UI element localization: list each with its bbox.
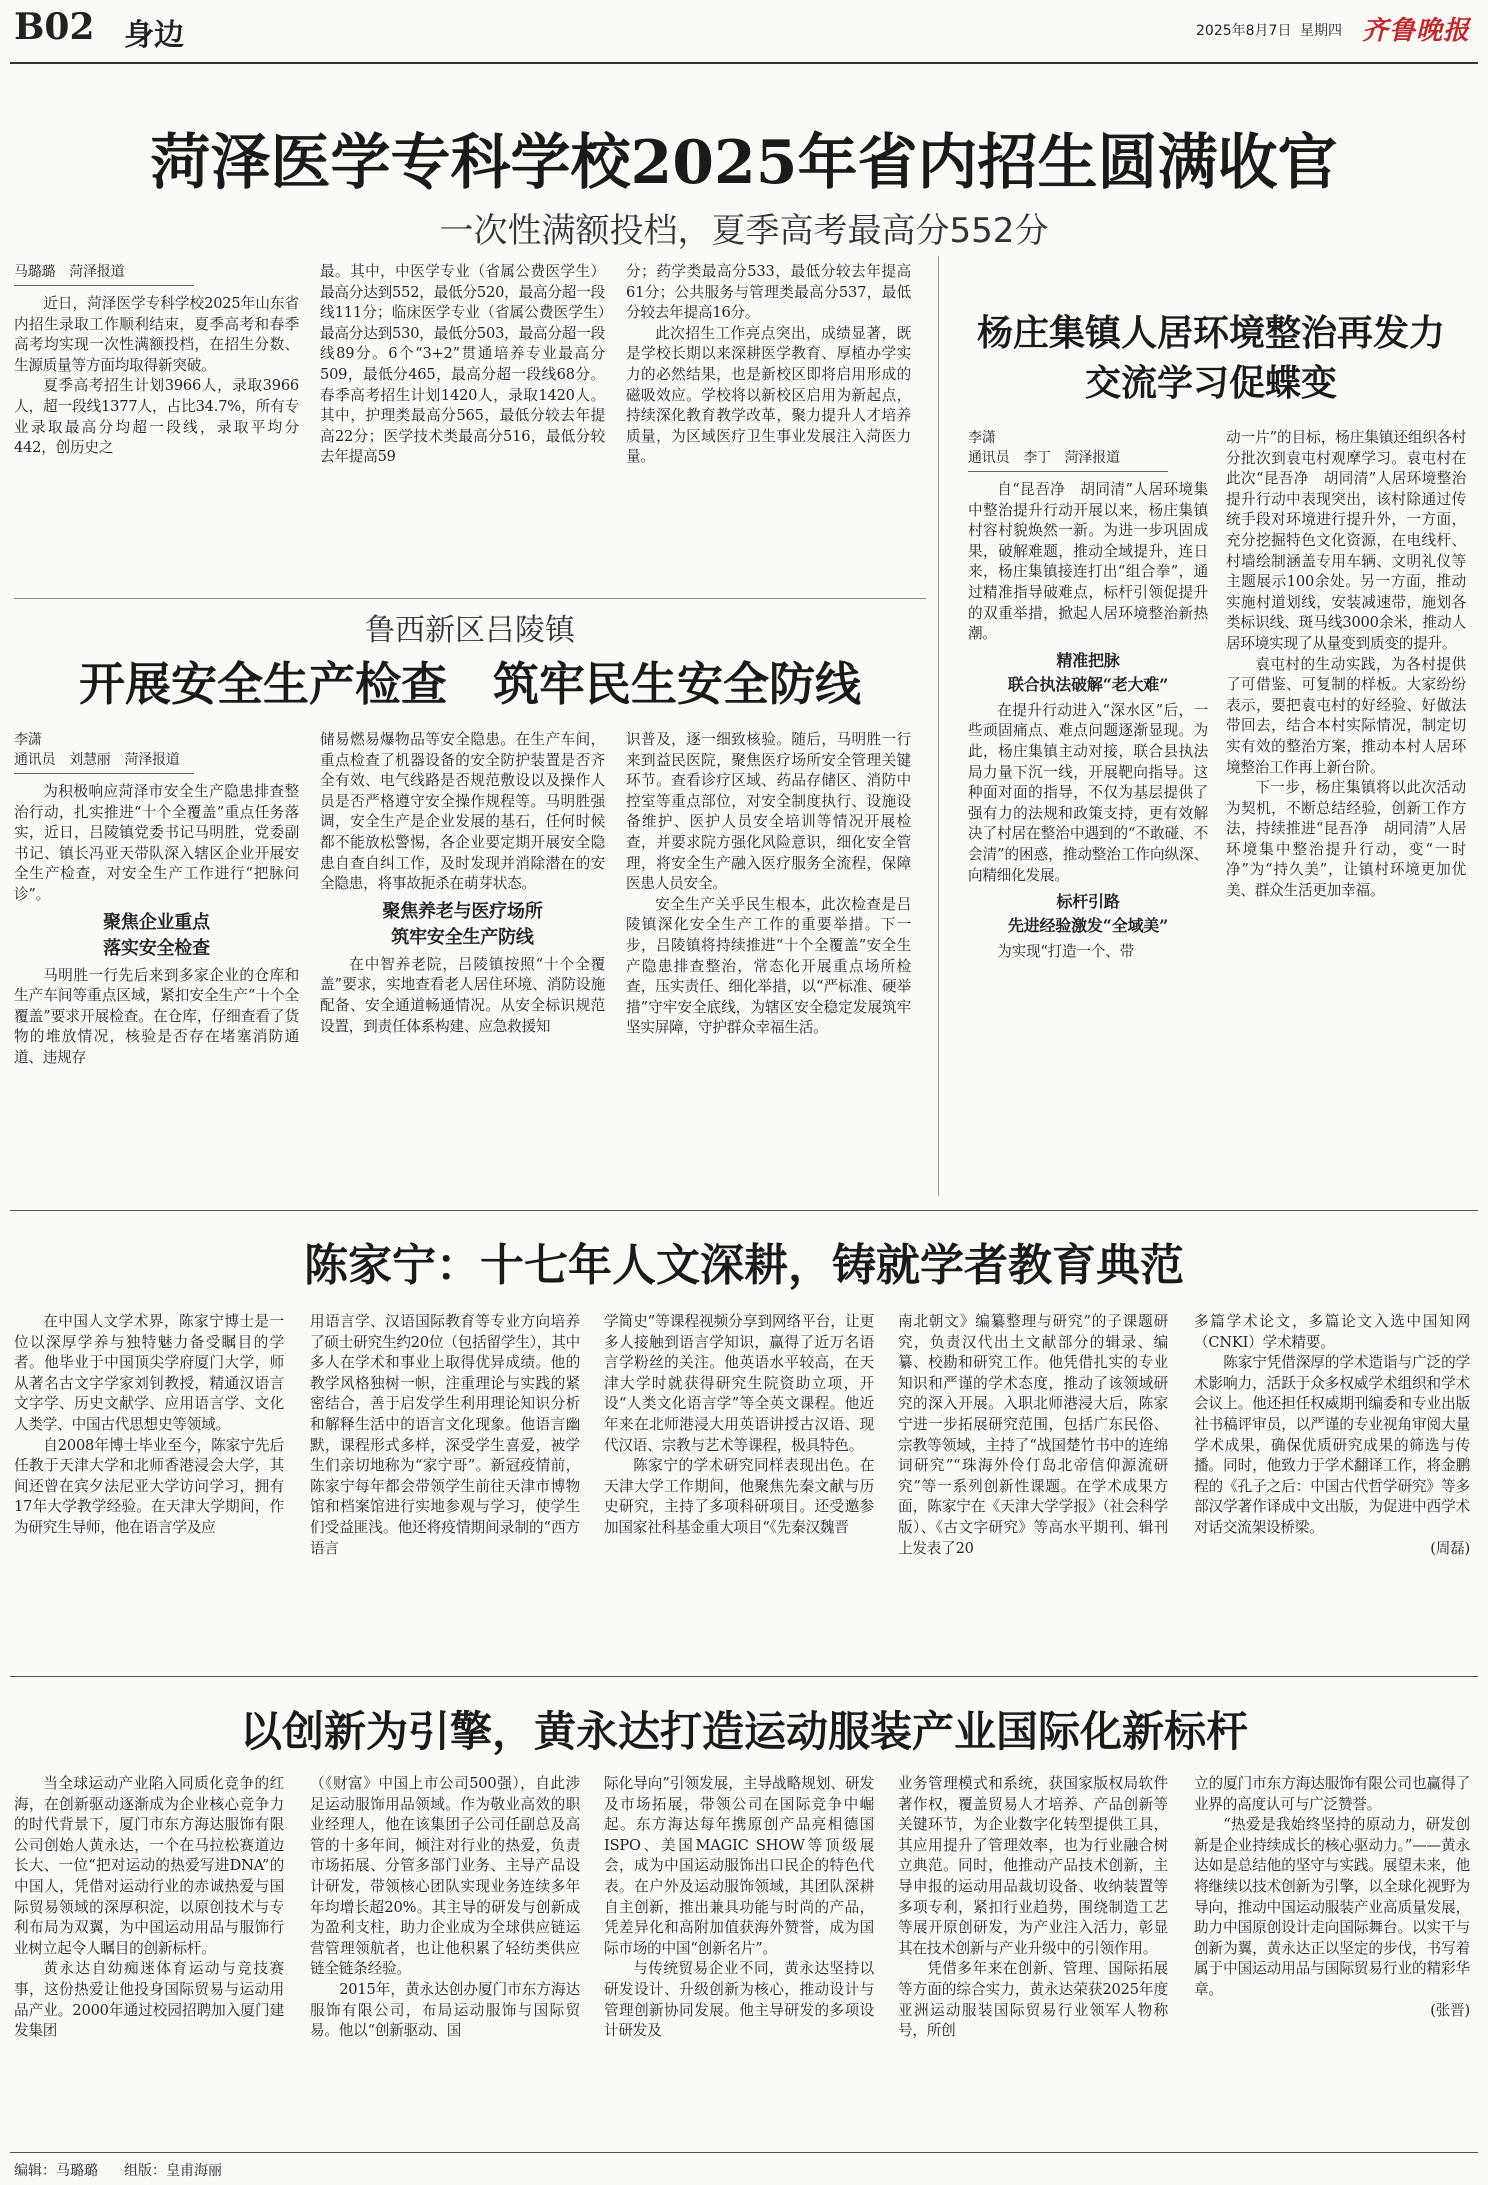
article4-top-rule (10, 1210, 1478, 1211)
article2-sub1: 聚焦企业重点 落实安全检查 (103, 911, 210, 959)
section-code: B02 (14, 6, 95, 48)
article1-byline: 马璐璐 菏泽报道 (14, 262, 194, 286)
article5-col4: 业务管理模式和系统，获国家版权局软件著作权，覆盖贸易人才培养、产品创新等关键环节，为企业数字化转型提供工具，其应用提升了管理效率，也为行业融合树立典范。同时，他推动产品技术创新，主导申报的运动用品裁切设备、收纳装置等多项专利，紧扣行业趋势，围绕制造工艺等展开原创研发，为产业注入活力，彰显其在技术创新与产业升级中的引领作用。 凭借多年来在创新、管理、国际拓展等方面的综合实力，黄永达荣获2025年度亚洲运动服装国际贸易行业领军人物称号，所创 (898, 1775, 1168, 2040)
article5-col5: 立的厦门市东方海达服饰有限公司也赢得了业界的高度认可与广泛赞誉。 “热爱是我始终坚持的原动力，研发创新是企业持续成长的核心驱动力。”——黄永达如是总结他的坚守与实践。展望未来，他将继续以技术创新为引擎，以全球化视野为导向，推动中国运动服装产业高质量发展，助力中国原创设计走向国际舞台。以实干与创新为翼，黄永达正以坚定的步伐，书写着属于中国运动用品与国际贸易行业的精彩华章。 (张晋) (1194, 1774, 1470, 2140)
section-name: 身边 (124, 18, 184, 53)
article5-top-rule (10, 1676, 1478, 1677)
footer-layout: 组版：皇甫海丽 (124, 2163, 222, 2179)
article5-author: (张晋) (1430, 2001, 1470, 2019)
article4-col4: 南北朝文》编纂整理与研究”的子课题研究，负责汉代出土文献部分的辑录、编纂、校勘和研究工作。他凭借扎实的专业知识和严谨的学术态度，推动了该领域研究的深入开展。入职北师港浸大后，陈家宁进一步拓展研究范围，包括广东民俗、宗教等领域，主持了“战国楚竹书中的连绵词研究”“珠海外伶仃岛北帝信仰源流研究”等一系列创新性课题。在学术成果方面，陈家宁在《天津大学学报》（社会科学版）、《古文字研究》等高水平期刊、辑刊上发表了20 (898, 1313, 1168, 1557)
article3-col2: 动一片”的目标，杨庄集镇还组织各村分批次到袁屯村观摩学习。袁屯村在此次“昆吾净 胡同清”人居环境整治提升行动中表现突出，该村除通过传统手段对环境进行提升外，一方面，充分挖掘特色文化资源，在电线杆、村墙绘制涵盖专用车辆、文明礼仪等主题展示100余处。另一方面，推动实施村道划线，安装减速带，施划各类标识线、斑马线3000余米，推动人居环境实现了从量变到质变的提升。 袁屯村的生动实践，为各村提供了可借鉴、可复制的样板。大家纷纷表示，要把袁屯村的好经验、好做法带回去，结合本村实际情况，制定切实有效的整治方案，推动本村人居环境整治工作再上新台阶。 下一步，杨庄集镇将以此次活动为契机，不断总结经验，创新工作方法，持续推进“昆吾净 胡同清”人居环境集中整治提升行动，变“一时净”为“持久美”，让镇村环境更加优美、群众生活更加幸福。 (1226, 429, 1466, 900)
article2-top-rule (14, 598, 926, 599)
article4-author: (周磊) (1430, 1539, 1470, 1557)
article5-col2: （《财富》中国上市公司500强），自此涉足运动服饰用品领域。作为敬业高效的职业经理人，他在该集团子公司任副总及高管的十多年间，倾注对行业的热爱，负责市场拓展、分管多部门业务、主导产品设计研发，带领核心团队实现业务连续多年年均增长超20%。其主导的研发与创新成为盈利支柱，助力企业成为全球供应链运营管理领航者，也让他积累了轻纺类供应链全链条经验。 2015年，黄永达创办厦门市东方海达服饰有限公司，布局运动服饰与国际贸易。他以“创新驱动、国 (310, 1775, 580, 2040)
issue-date: 2025年8月7日 (1196, 23, 1292, 39)
article3-title-line2: 交流学习促蝶变 (1084, 362, 1337, 404)
article2-byline: 李潇 通讯员 刘慧丽 菏泽报道 (14, 730, 194, 774)
article1-title: 菏泽医学专科学校2025年省内招生圆满收官 (150, 128, 1338, 198)
article5-title: 以创新为引擎，黄永达打造运动服装产业国际化新标杆 (239, 1707, 1248, 1756)
article1-col3: 分；药学类最高分533，最低分较去年提高61分；公共服务与管理类最高分537，最低分较去年提高16分。 此次招生工作亮点突出，成绩显著，既是学校长期以来深耕医学教育、厚植办学实力的必然结果，也是新校区即将启用形成的磁吸效应。学校将以新校区启用为新起点，持续深化教育教学改革，聚力提升人才培养质量，为区域医疗卫生事业发展注入菏医力量。 (626, 263, 911, 466)
article3-byline: 李潇 通讯员 李丁 菏泽报道 (968, 428, 1168, 472)
article1-col2: 最。其中，中医学专业（省属公费医学生）最高分达到552，最低分520，最高分超一段线111分；临床医学专业（省属公费医学生）最高分达到530，最低分503，最高分超一段线89分。6个“3+2”贯通培养专业最高分509，最低分465，最高分超一段线68分。春季高考招生计划1420人，录取1420人。其中，护理类最高分565，最低分较去年提高22分；医学技术类最高分516，最低分较去年提高59 (320, 263, 605, 466)
article3-sub1: 精准把脉 联合执法破解“老大难” (1007, 650, 1169, 694)
article2-col1: 李潇 通讯员 刘慧丽 菏泽报道 为积极响应菏泽市安全生产隐患排查整治行动，扎实推进“十个全覆盖”重点任务落实，近日，吕陵镇党委书记马明胜，党委副书记、镇长冯亚天带队深入辖区企业开展安全生产检查，对安全生产工作进行“把脉问诊”。 聚焦企业重点 落实安全检查 马明胜一行先后来到多家企业的仓库和生产车间等重点区域，紧扣安全生产“十个全覆盖”要求开展检查。在仓库，仔细查看了货物的堆放情况，核验是否存在堵塞消防通道、违规存 (14, 732, 299, 1066)
article4-col2: 用语言学、汉语国际教育等专业方向培养了硕士研究生约20位（包括留学生），其中多人在学术和事业上取得优异成绩。他的教学风格独树一帜，注重理论与实践的紧密结合，善于启发学生利用理论知识分析和解释生活中的语言文化现象。他语言幽默，课程形式多样，深受学生喜爱，被学生们亲切地称为“家宁哥”。新冠疫情前，陈家宁每年都会带领学生前往天津市博物馆和档案馆进行实地参观与学习，使学生们受益匪浅。他还将疫情期间录制的“西方语言 (310, 1313, 580, 1557)
article2-sub2: 聚焦养老与医疗场所 筑牢安全生产防线 (382, 900, 543, 948)
article4-col1: 在中国人文学术界，陈家宁博士是一位以深厚学养与独特魅力备受瞩目的学者。他毕业于中国顶尖学府厦门大学，师从著名古文字学家刘钊教授，精通汉语言文字学、历史文献学、应用语言学、文化人类学、中国古代思想史等领域。 自2008年博士毕业至今，陈家宁先后任教于天津大学和北师香港浸会大学，其间还曾在宾夕法尼亚大学访问学习，拥有17年大学教学经验。在天津大学期间，作为研究生导师，他在语言学及应 (14, 1313, 284, 1536)
article2-col2: 储易燃易爆物品等安全隐患。在生产车间，重点检查了机器设备的安全防护装置是否齐全有效、电气线路是否规范敷设以及操作人员是否严格遵守安全操作规程等。马明胜强调，安全生产是企业发展的基石，任何时候都不能放松警惕，各企业要定期开展安全隐患自查自纠工作，及时发现并消除潜在的安全隐患，将事故扼杀在萌芽状态。 聚焦养老与医疗场所 筑牢安全生产防线 在中智养老院，吕陵镇按照“十个全覆盖”要求，实地查看老人居住环境、消防设施配备、安全通道畅通情况。从安全标识规范设置，到责任体系构建、应急救援知 (320, 731, 605, 1035)
article5-col3: 际化导向”引领发展，主导战略规划、研发及市场拓展，带领公司在国际竞争中崛起。东方海达每年携原创产品亮相德国ISPO、美国MAGIC SHOW等顶级展会，成为中国运动服饰出口民企的特色代表。在户外及运动服饰领域，其团队深耕自主创新，推出兼具功能与时尚的产品，凭差异化和高附加值获海外赞誉，成为国际市场的中国“创新名片”。 与传统贸易企业不同，黄永达坚持以研发设计、升级创新为核心，推动设计与管理创新协同发展。他主导研发的多项设计研发及 (604, 1775, 874, 2040)
article2-title: 开展安全生产检查 筑牢民生安全防线 (79, 657, 861, 711)
footer-rule (10, 2152, 1478, 2153)
article4-col3: 学简史”等课程视频分享到网络平台，让更多人接触到语言学知识，赢得了近万名语言学粉丝的关注。他英语水平较高，在天津大学时就获得研究生院资助立项，开设“人类文化语言学”等全英文课程。他近年来在北师港浸大用英语讲授古汉语、现代汉语、宗教与艺术等课程，极具特色。 陈家宁的学术研究同样表现出色。在天津大学工作期间，他聚焦先秦文献与历史研究，主持了多项科研项目。还受邀参加国家社科基金重大项目“《先秦汉魏晋 (604, 1313, 874, 1536)
article4-col5: 多篇学术论文，多篇论文入选中国知网（CNKI）学术精要。 陈家宁凭借深厚的学术造诣与广泛的学术影响力，活跃于众多权威学术组织和学术会议上。他还担任权威期刊编委和专业出版社书稿评审员，以严谨的专业视角审阅大量学术成果，确保优质研究成果的筛选与传播。同时，他致力于学术翻译工作，将金鹏程的《孔子之后：中国古代哲学研究》等多部汉学著作译成中文出版，为促进中西学术对话交流架设桥梁。 (周磊) (1194, 1312, 1470, 1662)
article1-subtitle: 一次性满额投档，夏季高考最高分552分 (439, 211, 1049, 251)
masthead-rule (10, 62, 1478, 64)
article3-divider (938, 256, 939, 1196)
article1-col1: 马璐璐 菏泽报道 近日，菏泽医学专科学校2025年山东省内招生录取工作顺利结束，夏季高考和春季高考均实现一次性满额投档，在招生分数、生源质量等方面均取得新突破。 夏季高考招生计划3966人，录取3966人，超一段线1377人，占比34.7%，所有专业录取最高分均超一段线，录取平均分442，创历史之 (14, 264, 299, 457)
article5-col1: 当全球运动产业陷入同质化竞争的红海，在创新驱动逐渐成为企业核心竞争力的时代背景下，厦门市东方海达服饰有限公司创始人黄永达，一个在马拉松赛道边长大、一位“把对运动的热爱写进DNA”的中国人，凭借对运动行业的赤诚热爱与国际贸易领域的深厚积淀，以原创技术与专利布局为双翼，为中国运动用品与服饰行业树立起令人瞩目的创新标杆。 黄永达自幼痴迷体育运动与竞技赛事，这份热爱让他投身国际贸易与运动用品产业。2000年通过校园招聘加入厦门建发集团 (14, 1775, 284, 2040)
article4-title: 陈家宁：十七年人文深耕，铸就学者教育典范 (304, 1240, 1184, 1291)
article3-col1: 李潇 通讯员 李丁 菏泽报道 自“昆吾净 胡同清”人居环境集中整治提升行动开展以来，杨庄集镇村容村貌焕然一新。为进一步巩固成果，破解难题，推动全域提升，连日来，杨庄集镇接连打出“组合拳”，通过精准指导破难点，标杆引领促提升的双重举措，掀起人居环境整治新热潮。 精准把脉 联合执法破解“老大难” 在提升行动进入“深水区”后，一些顽固痛点、难点问题逐渐显现。为此，杨庄集镇主动对接，联合县执法局力量下沉一线，开展靶向指导。这种面对面的指导，不仅为基层提供了强有力的法规和政策支持，更有效解决了村居在整治中遇到的“不敢碰、不会清”的困惑，推动整治工作向纵深、向精细化发展。 标杆引路 先进经验激发“全域美” 为实现“打造一个、带 (968, 430, 1208, 961)
footer-editor: 编辑：马璐璐 (14, 2163, 98, 2179)
issue-weekday: 星期四 (1300, 23, 1342, 39)
paper-logo: 齐鲁晚报 (1362, 16, 1471, 46)
article2-kicker: 鲁西新区吕陵镇 (365, 613, 575, 648)
article3-title-line1: 杨庄集镇人居环境整治再发力 (976, 312, 1445, 354)
article2-col3: 识普及，逐一细致核验。随后，马明胜一行来到益民医院，聚焦医疗场所安全管理关键环节。查看诊疗区域、药品存储区、消防中控室等重点部位，对安全制度执行、设施设备维护、医护人员安全培训等情况开展检查，并要求院方强化风险意识，细化安全管理，将安全生产融入医疗服务全流程，保障医患人员安全。 安全生产关乎民生根本，此次检查是吕陵镇深化安全生产工作的重要举措。下一步，吕陵镇将持续推进“十个全覆盖”安全生产隐患排查整治，常态化开展重点场所检查，压实责任、细化举措，以“严标准、硬举措”守牢安全底线，为辖区安全稳定发展筑牢坚实屏障，守护群众幸福生活。 (626, 731, 911, 1037)
article3-sub2: 标杆引路 先进经验激发“全域美” (1007, 892, 1169, 936)
